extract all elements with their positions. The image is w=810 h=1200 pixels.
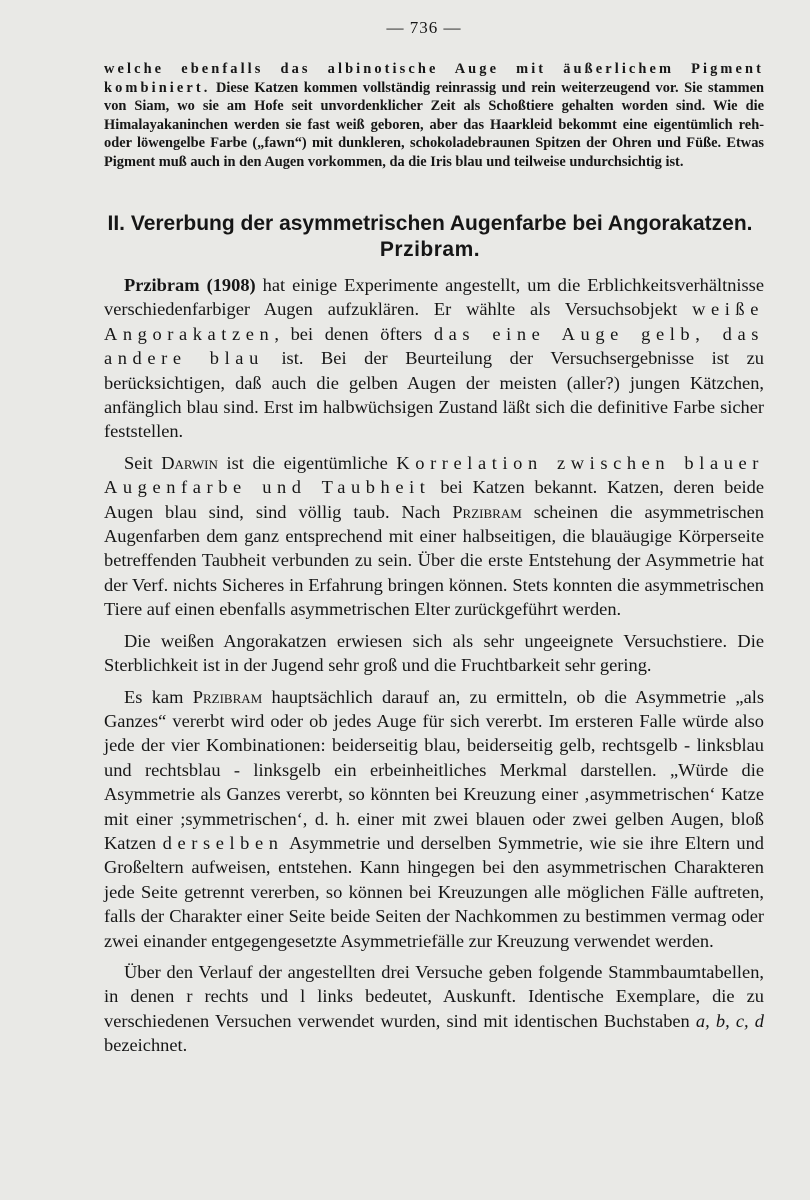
p2-text-c: bei Katzen bekannt. Katzen, deren beide Augen blau sind, sind völlig taub. Nach	[104, 477, 764, 522]
paragraph-4	[104, 685, 764, 953]
intro-spaced-text: welche ebenfalls das albinotische Auge mit äußerlichem Pigment kombiniert.	[104, 61, 764, 96]
p2-text-d: scheinen die asymmetrischen Augenfarben dem ganz entsprechend mit einer halbseitigen, die blauäugige Körperseite betreffenden Taubheit verbunden zu sein. Über die erste Entstehung der Asymmetrie hat der Verf. nichts Sicheres in Erfahrung bringen können. Stets konnten die asymmetrischen Tiere auf einen ebenfalls asymmetrischen Elter zurückgeführt werden.	[104, 501, 764, 620]
intro-text: Diese Katzen kommen vollständig reinrassig und rein weiterzeugend vor. Sie stammen von Siam, wo sie am Hofe seit unvordenklicher Zeit als Schoßtiere gehalten worden sind. Wie die Himalayakaninchen werden sie fast weiß geboren, aber das Haarkleid bekommt eine eigentümlich reh- oder löwengelbe Farbe („fawn“) mit dunkleren, schokoladebraunen Spitzen der Ohren und Füße. Etwas Pigment muß auch in den Augen vorkommen, da die Iris blau und teilweise undurchsichtig ist.	[104, 79, 764, 170]
p2-darwin: Darwin	[161, 452, 218, 473]
p4-text-a: Es kam	[124, 686, 193, 707]
p2-spaced: Korrelation zwischen blauer Augenfarbe und Taubheit	[104, 452, 764, 498]
p4-przibram: Przibram	[192, 686, 263, 707]
p1-spaced-b: das eine Auge gelb, das andere blau	[104, 323, 764, 369]
page-number: — 736 —	[386, 18, 462, 37]
section-title: II. Vererbung der asymmetrischen Augenfarbe bei Angorakatzen.	[107, 212, 753, 235]
section-heading	[96, 211, 764, 263]
p5-letters: a, b, c, d	[695, 1010, 764, 1031]
p1-text-c: ist. Bei der Beurteilung der Versuchsergebnisse ist zu berücksichtigen, daß auch die gelben Augen der meisten (aller?) jungen Kätzchen, anfänglich blau sind. Erst im halbwüchsigen Zustand läßt sich die definitive Farbe sicher feststellen.	[104, 348, 764, 442]
p1-spaced-a: weiße Angorakatzen	[104, 299, 764, 344]
p4-text-c: Asymmetrie und derselben Symmetrie, wie sie ihre Eltern und Großeltern aufweisen, entstehen. Kann hingegen bei den asymmetrischen Charakteren jede Seite getrennt vererben, so können bei Kreuzungen alle möglichen Fälle auftreten, falls der Charakter einer Seite beide Seiten der Nachkommen zu bestimmen vermag oder zwei einander entgegengesetzte Asymmetriefälle zur Kreuzung verwendet werden.	[104, 832, 764, 951]
p5-text-b: bezeichnet.	[104, 1035, 188, 1056]
intro-paragraph	[104, 60, 764, 171]
p2-text-b: ist die eigentümliche	[217, 452, 397, 473]
author-citation: Przibram (1908)	[124, 275, 256, 295]
paragraph-3: Die weißen Angorakatzen erwiesen sich als sehr ungeeignete Versuchstiere. Die Sterblichkeit ist in der Jugend sehr groß und die Fruchtbarkeit sehr gering.	[104, 630, 764, 676]
p2-text-a: Seit	[124, 452, 162, 473]
p1-text-b: , bei denen öfters	[274, 323, 434, 344]
paragraph-1	[104, 273, 764, 444]
p5-text-a: Über den Verlauf der angestellten drei Versuche geben folgende Stammbaumtabellen, in denen r rechts und l links bedeutet, Auskunft. Identische Exemplare, die zu verschiedenen Versuchen verwendet wurden, sind mit identischen Buchstaben	[104, 961, 764, 1031]
p4-text-b: hauptsächlich darauf an, zu ermitteln, ob die Asymmetrie „als Ganzes“ vererbt wird oder ob jedes Auge für sich vererbt. Im ersteren Falle würde also jede der vier Kombinationen: beiderseitig blau, beiderseitig gelb, rechtsgelb - linksblau und rechtsblau - linksgelb ein erbeinheitliches Merkmal darstellen. „Würde die Asymmetrie als Ganzes vererbt, so könnten bei Kreuzung einer ‚asymmetrischen‘ Katze mit einer ;symmetrischen‘, d. h. einer mit zwei blauen oder zwei gelben Augen, bloß Katzen	[104, 686, 765, 853]
p2-przibram: Przibram	[452, 501, 522, 522]
body-text	[104, 273, 764, 1058]
paragraph-5	[104, 960, 764, 1058]
p1-text-a: hat einige Experimente angestellt, um die Erblichkeitsverhältnisse verschiedenfarbiger Augen aufzuklären. Er wählte als Versuchsobjekt	[104, 275, 764, 320]
section-author: Przibram.	[379, 238, 481, 261]
p4-spaced: derselben	[162, 832, 284, 853]
paragraph-2	[104, 451, 764, 622]
